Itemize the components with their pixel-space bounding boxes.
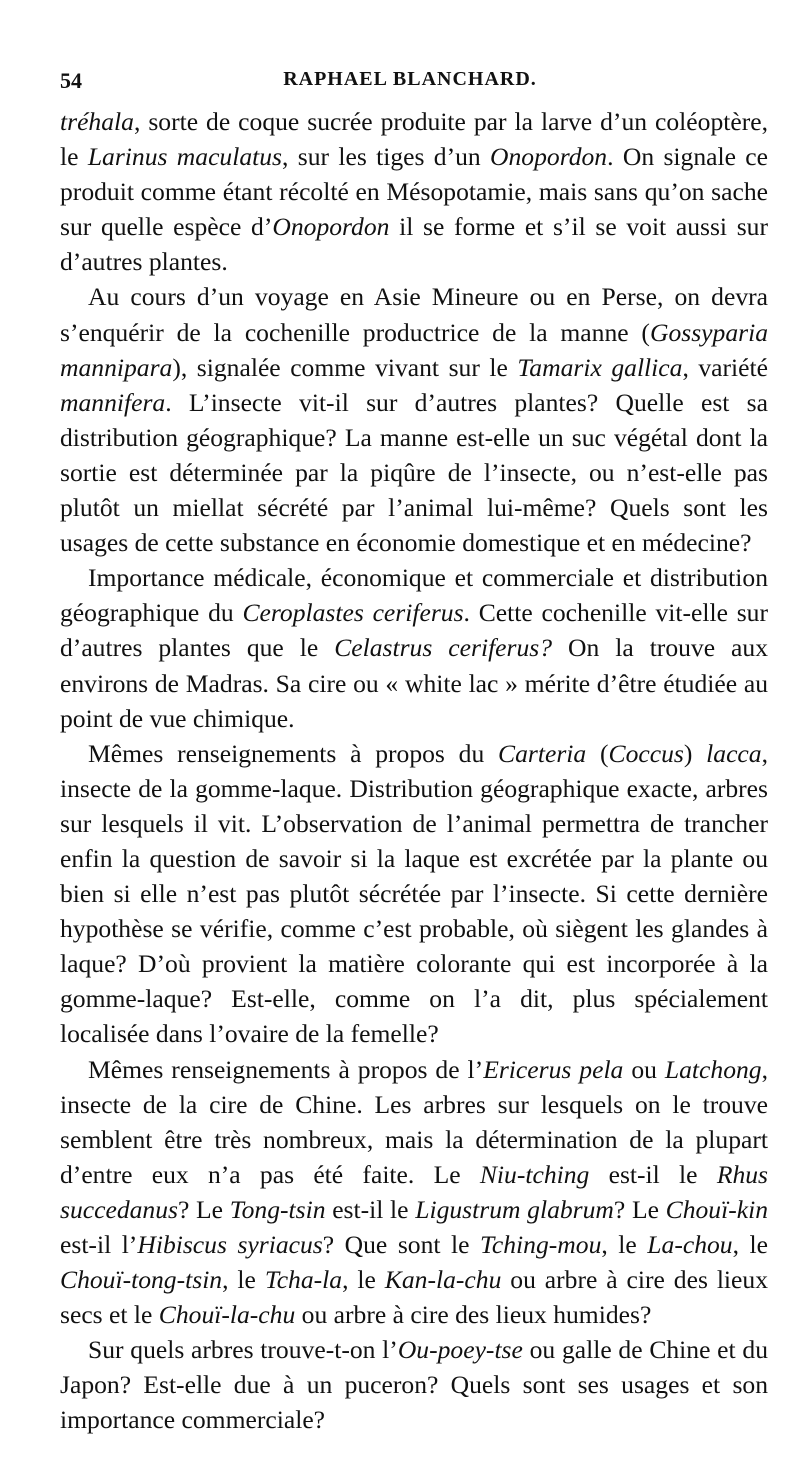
running-title: RAPHAEL BLANCHARD. <box>283 68 537 90</box>
text-run: Sur quels arbres trouve-t-on l’ <box>88 1335 398 1365</box>
running-head <box>60 68 760 104</box>
text-run: , variété <box>682 352 768 382</box>
text-run: il se forme et s’il se voit aussi sur d’autres plantes. <box>60 212 768 277</box>
italic-term: Hibiscus syriacus <box>137 1230 323 1259</box>
text-run: . Cette cochenille vit-elle sur d’autres plantes que le <box>60 598 768 663</box>
text-run: , sur les tiges d’un <box>282 142 491 172</box>
text-run: , sorte de coque sucrée produite par la larve d’un coléoptère, le <box>60 107 768 172</box>
text-run: est-il l’ <box>60 1230 138 1259</box>
italic-term: Carteria <box>498 738 587 768</box>
italic-term: Tong-tsin <box>229 1194 326 1224</box>
paragraph <box>60 1052 768 1333</box>
italic-term: Onopordon <box>272 212 390 242</box>
text-run: ? Le <box>177 1194 230 1224</box>
text-run: , le <box>601 1230 648 1259</box>
text-run: Importance médicale, économique et commerciale et distribution géographique du <box>60 563 768 628</box>
text-run: ) <box>683 738 707 768</box>
italic-term: Tamarix gallica <box>517 352 683 382</box>
paragraph <box>60 104 768 279</box>
italic-term: Chouï-kin <box>665 1194 769 1224</box>
paragraph <box>60 1332 768 1437</box>
text-run: , le <box>222 1265 265 1295</box>
italic-term: Niu-tching <box>479 1159 590 1189</box>
italic-term: tréhala <box>60 107 134 136</box>
italic-term: Tcha-la <box>264 1265 343 1295</box>
text-run: , le <box>732 1230 769 1259</box>
paragraph <box>60 736 768 1052</box>
text-run: Au cours d’un voyage en Asie Mineure ou en Perse, on devra s’enquérir de la cochenille productrice de la manne ( <box>60 282 768 347</box>
paragraph <box>60 279 768 560</box>
text-run: Mêmes renseignements à propos de l’ <box>88 1054 484 1084</box>
text-run: ou arbre à cire des lieux secs et le <box>60 1265 769 1330</box>
text-run: ou galle de Chine et du Japon? Est-elle due à un puceron? Quels sont ses usages et son importance commerciale? <box>60 1335 768 1435</box>
italic-term: Chouï-tong-tsin <box>60 1265 223 1295</box>
text-run: Mêmes renseignements à propos du <box>88 738 499 768</box>
italic-term: Gossyparia mannipara <box>60 317 768 382</box>
paragraph <box>60 560 768 735</box>
italic-term: Rhus succedanus <box>60 1159 768 1224</box>
italic-term: Ceroplastes ceriferus <box>242 598 464 628</box>
italic-term: Kan-la-chu <box>384 1265 502 1295</box>
italic-term: Ligustrum glabrum <box>415 1194 614 1224</box>
italic-term: Latchong <box>664 1054 762 1084</box>
text-run: On la trouve aux environs de Madras. Sa cire ou « white lac » mérite d’être étudiée au point de vue chimique. <box>60 633 768 733</box>
text-run: ou <box>623 1054 665 1084</box>
italic-term: La-chou <box>647 1230 733 1259</box>
text-run: est-il le <box>589 1159 717 1189</box>
text-run: ), signalée comme vivant sur le <box>172 352 518 382</box>
italic-term: lacca <box>706 738 762 768</box>
italic-term: Ou-poey-tse <box>397 1335 523 1365</box>
body-text <box>60 104 768 1438</box>
text-run: , le <box>342 1265 385 1295</box>
italic-term: Larinus maculatus <box>87 142 283 172</box>
text-run: ou arbre à cire des lieux humides? <box>295 1300 652 1330</box>
text-run: ? Que sont le <box>322 1230 481 1259</box>
italic-term: Chouï-la-chu <box>158 1300 296 1330</box>
text-run: . L’insecte vit-il sur d’autres plantes? Quelle est sa distribution géographique? La manne est-elle un suc végétal dont la sortie est déterminée par la piqûre de l’insecte, ou n’est-elle pas plutôt un miellat sécrété par l’animal lui-même? Quels sont les usages de cette substance en économie domestique et en médecine? <box>60 387 768 558</box>
italic-term: Coccus <box>608 738 684 768</box>
text-run: ? Le <box>613 1194 666 1224</box>
text-run: . On signale ce produit comme étant récolté en Mésopotamie, mais sans qu’on sache sur quelle espèce d’ <box>60 142 768 242</box>
page-number: 54 <box>60 68 82 93</box>
text-run: , insecte de la cire de Chine. Les arbres sur lesquels on le trouve semblent être très nombreux, mais la détermination de la plupart d’entre eux n’a pas été faite. Le <box>60 1054 768 1189</box>
italic-term: Tching-mou <box>480 1230 602 1259</box>
italic-term: mannifera <box>60 387 166 417</box>
text-run: est-il le <box>325 1194 416 1224</box>
italic-term: Onopordon <box>490 142 608 172</box>
italic-term: Celastrus ceriferus? <box>334 633 553 663</box>
text-run: ( <box>586 738 609 768</box>
text-run: , insecte de la gomme-laque. Distribution géographique exacte, arbres sur lesquels il vit. L’observation de l’animal permettra de trancher enfin la question de savoir si la laque est excrétée par la plante ou bien si elle n’est pas plutôt sécrétée par l’insecte. Si cette dernière hypothèse se vérifie, comme c’est probable, où siègent les glandes à laque? D’où provient la matière colorante qui est incorporée à la gomme-laque? Est-elle, comme on l’a dit, plus spécialement localisée dans l’ovaire de la femelle? <box>60 738 768 1049</box>
italic-term: Ericerus pela <box>483 1054 624 1084</box>
